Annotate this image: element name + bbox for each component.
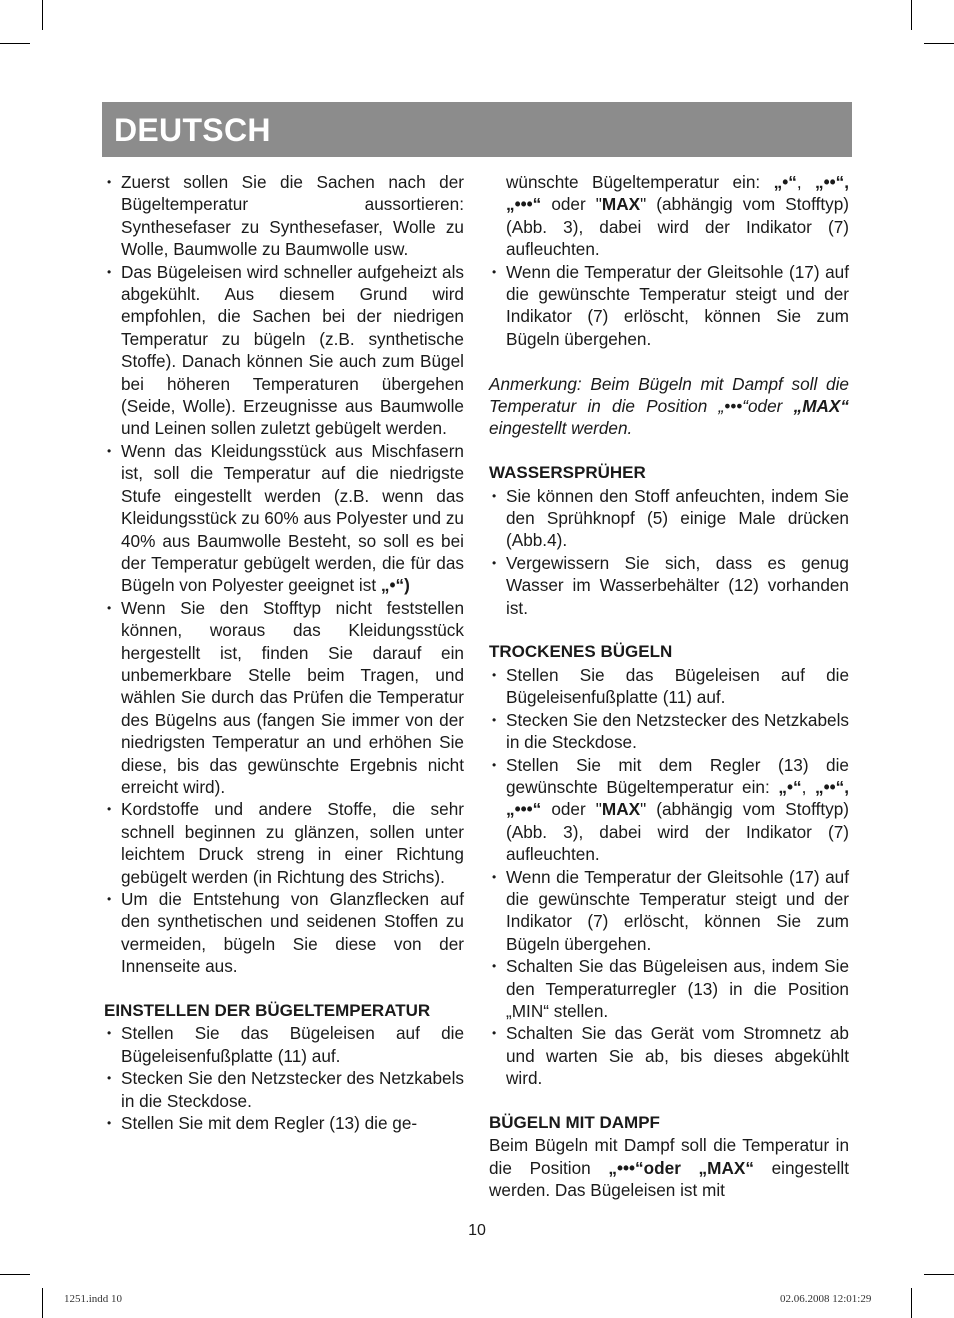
- separator: ,: [801, 776, 807, 797]
- item-text: Stellen Sie mit dem Regler (13) die gewünschte Bügeltemperatur ein:: [506, 754, 849, 797]
- note-text: eingestellt werden.: [489, 418, 633, 439]
- crop-mark: [924, 43, 954, 44]
- temp-symbol: „•“: [778, 776, 802, 797]
- item-text: oder: [551, 194, 586, 215]
- list-item: • Kordstoffe und andere Stoffe, die sehr schnell beginnen zu glänzen, sollen unter leichtem Druck streng in einer Richtung gebügelt werden (in Richtung des Strichs).: [104, 798, 464, 888]
- temp-symbol: „•••“oder „MAX“: [608, 1157, 754, 1178]
- item-text: wünschte Bügeltemperatur ein:: [506, 172, 761, 192]
- note-paragraph: [489, 373, 849, 440]
- item-text: (abhängig vom Stofftyp) (Abb. 3), dabei wird der Indikator (7) aufleuchten.: [506, 194, 849, 260]
- list-item: • Schalten Sie das Bügeleisen aus, indem Sie den Temperaturregler (13) in die Position „MIN“ stellen.: [489, 955, 849, 1022]
- temp-symbol: „•“): [380, 575, 410, 596]
- quote: ": [640, 799, 647, 820]
- list-item: • Zuerst sollen Sie die Sachen nach der Bügeltemperatur aussortieren: Synthesefaser zu Synthesefaser, Wolle zu Wolle, Baumwolle zu Baumwolle usw.: [104, 171, 464, 261]
- list-item: [489, 754, 849, 866]
- list-item: • Schalten Sie das Gerät vom Stromnetz ab und warten Sie ab, bis dieses abgekühlt wird.: [489, 1022, 849, 1089]
- quote: ": [640, 194, 647, 215]
- temp-symbol: „•“: [773, 172, 797, 192]
- max-label: „MAX“: [793, 396, 849, 417]
- water-spray-list: [489, 485, 849, 619]
- temp-symbol: „••“, „•••“: [506, 776, 849, 820]
- left-column: [104, 171, 464, 1134]
- page-number: 10: [468, 1222, 486, 1239]
- note-text: Anmerkung: Beim Bügeln mit Dampf soll die Temperatur in die Position: [489, 373, 849, 417]
- list-item: [104, 440, 464, 597]
- page-title: DEUTSCH: [114, 112, 271, 148]
- steam-paragraph: [489, 1134, 849, 1201]
- temp-symbol: „••“, „•••“: [506, 172, 849, 215]
- crop-mark: [42, 1288, 43, 1318]
- list-item: • Sie können den Stoff anfeuchten, indem Sie den Sprühknopf (5) einige Male drücken (Abb.4).: [489, 485, 849, 552]
- list-item: • Wenn die Temperatur der Gleitsohle (17) auf die gewünschte Temperatur steigt und der Indikator (7) erlöscht, können Sie zum Bügeln übergehen.: [489, 866, 849, 956]
- crop-mark: [0, 43, 30, 44]
- list-item: • Das Bügeleisen wird schneller aufgeheizt als abgekühlt. Aus diesem Grund wird empfohlen, die Sachen bei der niedrigen Temperatur zu bügeln (z.B. synthetische Stoffe). Danach können Sie auch zum Bügel bei höheren Temperaturen übergehen (Seide, Wolle). Erzeugnisse aus Baumwolle und Leinen sollen zuletzt gebügelt werden.: [104, 261, 464, 440]
- crop-mark: [0, 1274, 30, 1275]
- list-item: • Wenn Sie den Stofftyp nicht feststellen können, woraus das Kleidungsstück hergestellt ist, finden Sie darauf ein unbemerkbare Stelle beim Tragen, und wählen Sie durch das Prüfen die Temperatur des Bügelns aus (fangen Sie immer von der niedrigsten Temperatur an und erhöhen Sie diese, bis das gewünschte Ergebnis nicht erreicht wird).: [104, 597, 464, 799]
- crop-mark: [924, 1274, 954, 1275]
- section-heading-steam-ironing: BÜGELN MIT DAMPF: [489, 1113, 660, 1132]
- temperature-steps-continued: [489, 171, 849, 350]
- list-item: [489, 171, 849, 261]
- max-label: MAX: [601, 799, 641, 820]
- list-item: • Stellen Sie das Bügeleisen auf die Bügeleisenfußplatte (11) auf.: [489, 664, 849, 709]
- list-item: • Um die Entstehung von Glanzflecken auf den synthetischen und seidenen Stoffen zu vermeiden, bügeln Sie diese von der Innenseite aus.: [104, 888, 464, 978]
- ironing-tips-list: [104, 171, 464, 978]
- crop-mark: [911, 0, 912, 30]
- item-text: oder: [551, 799, 586, 820]
- list-item: • Stellen Sie das Bügeleisen auf die Bügeleisenfußplatte (11) auf.: [104, 1022, 464, 1067]
- separator: ,: [796, 172, 802, 192]
- item-text: (abhängig vom Stofftyp) (Abb. 3), dabei wird der Indikator (7) aufleuchten.: [506, 799, 849, 865]
- temp-symbol: „•••“: [718, 396, 748, 417]
- quote: ": [595, 194, 602, 215]
- language-banner: [102, 102, 852, 157]
- quote: ": [595, 799, 602, 820]
- max-label: MAX: [601, 194, 641, 215]
- list-item: • Vergewissern Sie sich, dass es genug Wasser im Wasserbehälter (12) vorhanden ist.: [489, 552, 849, 619]
- right-column: [489, 171, 849, 1202]
- date-slug: 02.06.2008 12:01:29: [780, 1293, 872, 1305]
- list-item: • Wenn die Temperatur der Gleitsohle (17) auf die gewünschte Temperatur steigt und der Indikator (7) erlöscht, können Sie zum Bügeln übergehen.: [489, 261, 849, 351]
- list-item: • Stecken Sie den Netzstecker des Netzkabels in die Steckdose.: [489, 709, 849, 754]
- crop-mark: [42, 0, 43, 30]
- paragraph-text: eingestellt werden. Das Bügeleisen ist mit: [489, 1157, 849, 1201]
- section-heading-temperature: EINSTELLEN DER BÜGELTEMPERATUR: [104, 1001, 431, 1021]
- note-text: oder: [748, 396, 783, 417]
- section-heading-dry-ironing: TROCKENES BÜGELN: [489, 642, 673, 662]
- list-item: • Stecken Sie den Netzstecker des Netzkabels in die Steckdose.: [104, 1067, 464, 1112]
- temperature-steps-list: [104, 1022, 464, 1134]
- crop-mark: [911, 1288, 912, 1318]
- paragraph-text: Beim Bügeln mit Dampf soll die Temperatur in die Position: [489, 1135, 849, 1178]
- file-slug: 1251.indd 10: [64, 1293, 123, 1305]
- section-heading-water-spray: WASSERSPRÜHER: [489, 463, 646, 483]
- dry-ironing-list: [489, 664, 849, 1090]
- list-item: • Stellen Sie mit dem Regler (13) die ge-: [104, 1112, 464, 1134]
- item-text: Wenn das Kleidungsstück aus Mischfasern ist, soll die Temperatur auf die niedrigste Stufe eingestellt werden (z.B. wenn das Kleidungsstück zu 60% aus Polyester und zu 40% aus Baumwolle Besteht, so soll es bei der Temperatur gebügelt werden, die für das Bügeln von Polyester geeignet ist: [121, 440, 464, 596]
